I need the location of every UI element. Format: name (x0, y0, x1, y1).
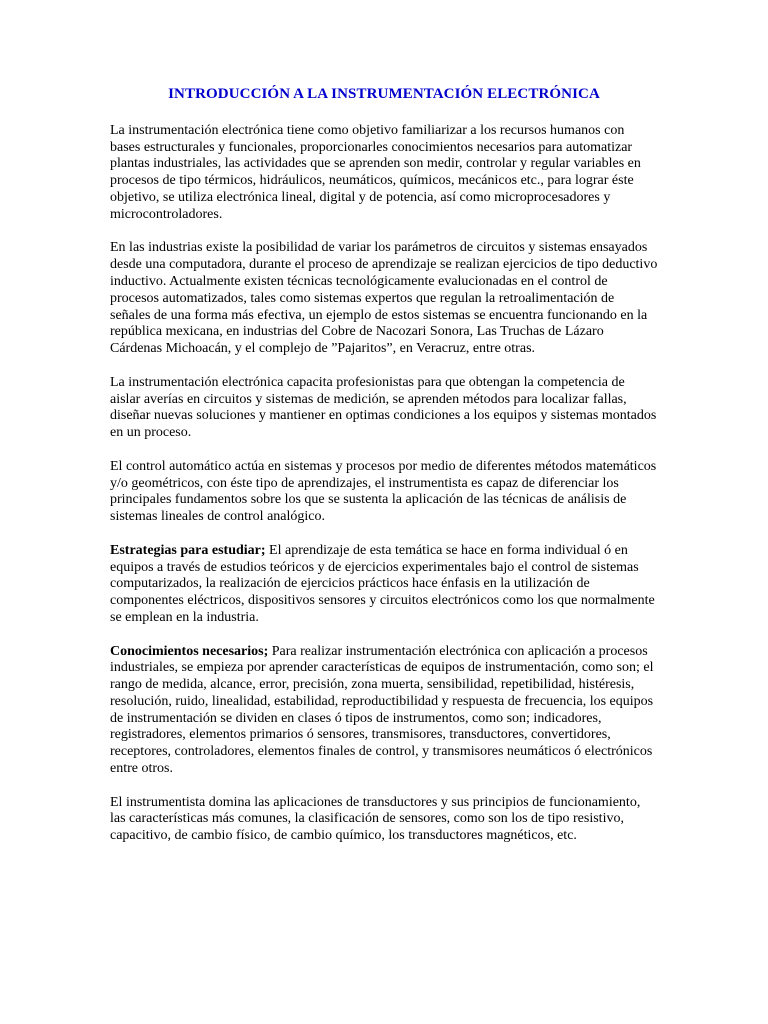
document-title: INTRODUCCIÓN A LA INSTRUMENTACIÓN ELECTRÓNICA (168, 86, 600, 102)
paragraph-2 (110, 240, 658, 358)
paragraph-2-text: En las industrias existe la posibilidad de variar los parámetros de circuitos y sistemas ensayados desde una computadora, durante el proceso de aprendizaje se realizan ejercicios de tipo deductivo inductivo. Actualmente existen técnicas tecnológicamente evalucionadas en el control de procesos automatizados, tales como sistemas expertos que regulan la retroalimentación de señales de una forma más efectiva, un ejemplo de estos sistemas se encuentra funcionando en la república mexicana, en industrias del Cobre de Nacozari Sonora, Las Truchas de Lázaro Cárdenas Michoacán, y el complejo de ”Pajaritos”, en Veracruz, entre otras. (110, 240, 658, 357)
paragraph-1 (110, 123, 658, 224)
study-strategies-heading: Estrategias para estudiar; (110, 542, 266, 558)
required-knowledge-text: Para realizar instrumentación electrónica con aplicación a procesos industriales, se empieza por aprender características de equipos de instrumentación, como son; el rango de medida, alcance, error, precisión, zona muerta, sensibilidad, repetibilidad, histéresis, resolución, ruido, linealidad, estabilidad, reproductibilidad y respuesta de frecuencia, los equipos de instrumentación se dividen en clases ó tipos de instrumentos, como son; indicadores, registradores, elementos primarios ó sensores, transmisores, transductores, convertidores, receptores, controladores, elementos finales de control, y transmisores neumáticos ó electrónicos entre otros. (110, 643, 654, 777)
paragraph-3 (110, 375, 658, 442)
paragraph-4 (110, 459, 658, 526)
required-knowledge-heading: Conocimientos necesarios; (110, 643, 269, 659)
paragraph-4-text: El control automático actúa en sistemas y procesos por medio de diferentes métodos matemáticos y/o geométricos, con éste tipo de aprendizajes, el instrumentista es capaz de diferenciar los principales fundamentos sobre los que se sustenta la aplicación de las técnicas de análisis de sistemas lineales de control analógico. (110, 458, 657, 525)
paragraph-7 (110, 795, 658, 845)
paragraph-3-text: La instrumentación electrónica capacita profesionistas para que obtengan la competencia de aislar averías en circuitos y sistemas de medición, se aprenden métodos para localizar fallas, diseñar nuevas soluciones y mantiener en optimas condiciones a los equipos y sistemas montados en un proceso. (110, 374, 657, 441)
paragraph-1-text: La instrumentación electrónica tiene como objetivo familiarizar a los recursos humanos con bases estructurales y funcionales, proporcionarles conocimientos necesarios para automatizar plantas industriales, las actividades que se aprenden son medir, controlar y regular variables en procesos de tipo térmicos, hidráulicos, neumáticos, químicos, mecánicos etc., para lograr éste objetivo, se utiliza electrónica lineal, digital y de potencia, así como microprocesadores y microcontroladores. (110, 122, 641, 222)
paragraph-study-strategies (110, 543, 658, 627)
paragraph-required-knowledge (110, 644, 658, 778)
document-page (110, 86, 658, 862)
paragraph-7-text: El instrumentista domina las aplicaciones de transductores y sus principios de funcionamiento, las características más comunes, la clasificación de sensores, como son los de tipo resistivo, capacitivo, de cambio físico, de cambio químico, los transductores magnéticos, etc. (110, 794, 641, 844)
study-strategies-text: El aprendizaje de esta temática se hace en forma individual ó en equipos a través de estudios teóricos y de ejercicios experimentales bajo el control de sistemas computarizados, la realización de ejercicios prácticos hace énfasis en la utilización de componentes eléctricos, dispositivos sensores y circuitos electrónicos como los que normalmente se emplean en la industria. (110, 542, 655, 625)
